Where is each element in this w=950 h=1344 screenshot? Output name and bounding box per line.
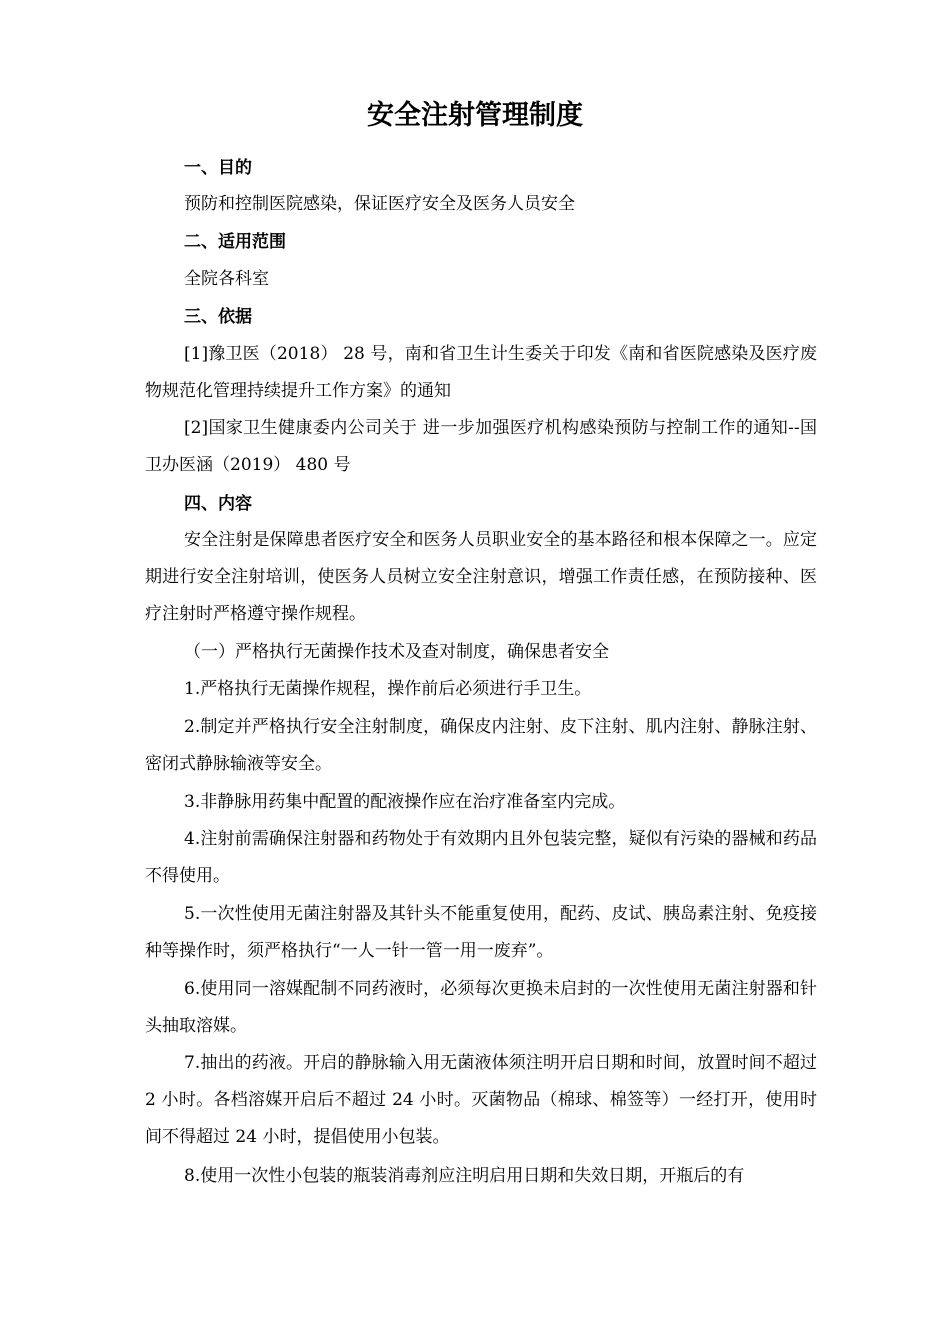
content-item: 4.注射前需确保注射器和药物处于有效期内且外包装完整，疑似有污染的器械和药品不得使用。 [145, 829, 817, 886]
content-item: 3.非静脉用药集中配置的配液操作应在治疗准备室内完成。 [184, 792, 626, 812]
content-item: 8.使用一次性小包装的瓶装消毒剂应注明启用日期和失效日期，开瓶后的有 [184, 1166, 745, 1186]
document-title: 安全注射管理制度 [367, 100, 583, 131]
section-heading-scope: 二、适用范围 [184, 232, 286, 252]
section-heading-content: 四、内容 [184, 494, 252, 514]
content-item: 2.制定并严格执行安全注射制度，确保皮内注射、皮下注射、肌内注射、静脉注射、密闭式静脉输液等安全。 [145, 717, 817, 774]
purpose-text: 预防和控制医院感染，保证医疗安全及医务人员安全 [184, 194, 575, 214]
section-heading-purpose: 一、目的 [184, 158, 252, 178]
basis-reference-1: [1]豫卫医（2018） 28 号，南和省卫生计生委关于印发《南和省医院感染及医疗废物规范化管理持续提升工作方案》的通知 [145, 344, 817, 401]
content-subheading-1: （一）严格执行无菌操作技术及查对制度，确保患者安全 [184, 642, 609, 662]
basis-reference-2: [2]国家卫生健康委内公司关于 进一步加强医疗机构感染预防与控制工作的通知--国卫办医涵（2019） 480 号 [145, 418, 817, 475]
content-item: 6.使用同一溶媒配制不同药液时，必须每次更换未启封的一次性使用无菌注射器和针头抽取溶媒。 [145, 979, 817, 1036]
scope-text: 全院各科室 [184, 269, 269, 289]
content-item: 5.一次性使用无菌注射器及其针头不能重复使用，配药、皮试、胰岛素注射、免疫接种等操作时，须严格执行“一人一针一管一用一废弃”。 [145, 904, 817, 961]
content-intro: 安全注射是保障患者医疗安全和医务人员职业安全的基本路径和根本保障之一。应定期进行安全注射培训，使医务人员树立安全注射意识，增强工作责任感，在预防接种、医疗注射时严格遵守操作规程。 [145, 530, 817, 624]
content-item: 1.严格执行无菌操作规程，操作前后必须进行手卫生。 [184, 679, 592, 699]
section-heading-basis: 三、依据 [184, 307, 252, 327]
content-item: 7.抽出的药液。开启的静脉输入用无菌液体须注明开启日期和时间，放置时间不超过 2 小时。各档溶媒开启后不超过 24 小时。灭菌物品（棉球、棉签等）一经打开，使用时间不得超过 24 小时，提倡使用小包装。 [145, 1053, 817, 1147]
